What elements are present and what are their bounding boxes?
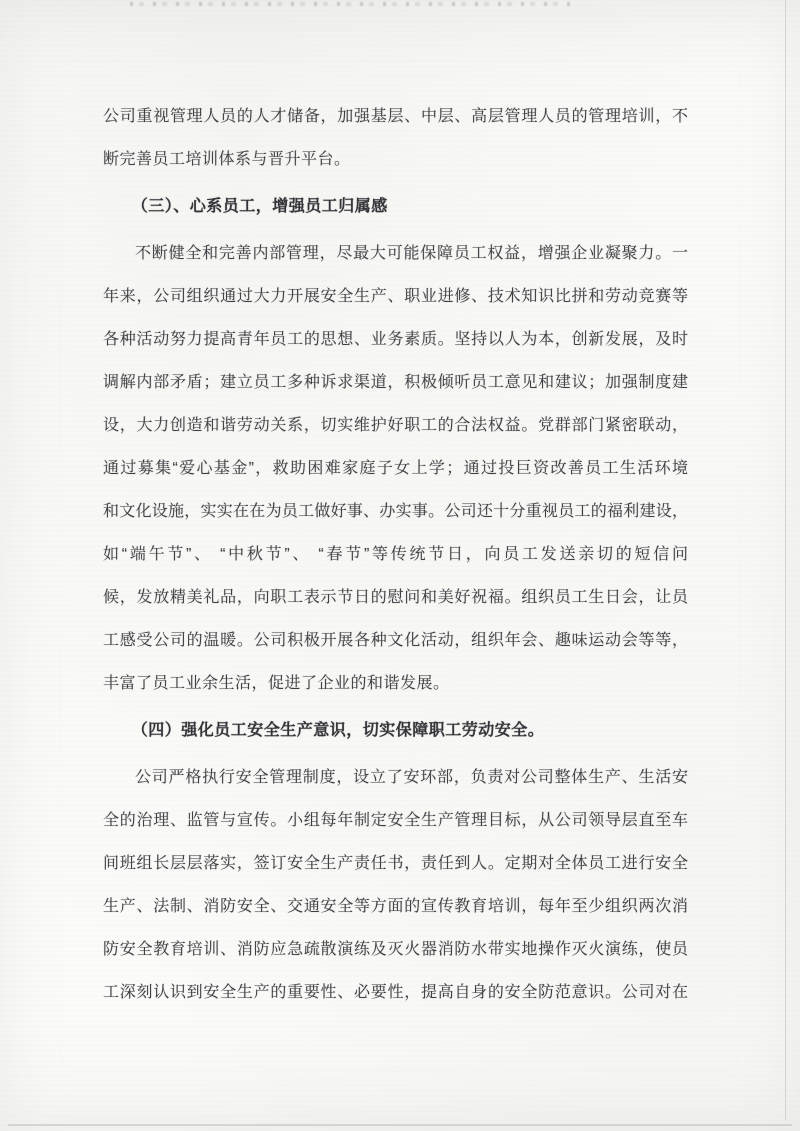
paragraph-continuation [103,95,688,181]
section-heading-4: （四）强化员工安全生产意识，切实保障职工劳动安全。 [131,722,545,739]
section-heading-3: （三）、心系员工，增强员工归属感 [131,198,388,215]
text-line: 生产、法制、消防安全、交通安全等方面的宣传教育培训，每年至少组织两次消 [103,898,688,915]
scan-artifact-page-edge-right [785,0,786,1120]
section-4-paragraph [103,756,688,1014]
text-line: 各种活动努力提高青年员工的思想、业务素质。坚持以人为本，创新发展，及时 [103,331,688,348]
text-line: 间班组长层层落实，签订安全生产责任书，责任到人。定期对全体员工进行安全 [103,855,688,872]
scan-artifact-top-smudge [130,2,570,6]
text-line: 工感受公司的温暖。公司积极开展各种文化活动，组织年会、趣味运动会等等， [103,632,688,649]
text-line: 全的治理、监管与宣传。小组每年制定安全生产管理目标，从公司领导层直至车 [103,812,688,829]
text-line: 候，发放精美礼品，向职工表示节日的慰问和美好祝福。组织员工生日会，让员 [103,589,688,606]
text-line: 通过募集“爱心基金”，救助困难家庭子女上学；通过投巨资改善员工生活环境 [103,460,688,477]
text-line: 和文化设施，实实在在为员工做好事、办实事。公司还十分重视员工的福利建设， [103,503,688,520]
text-line: 如“端午节”、 “中秋节”、 “春节”等传统节日，向员工发送亲切的短信问 [103,546,688,563]
text-line: 设，大力创造和谐劳动关系，切实维护好职工的合法权益。党群部门紧密联动， [103,417,688,434]
text-line: 断完善员工培训体系与晋升平台。 [103,151,351,168]
section-3-paragraph [103,232,688,705]
text-line: 不断健全和完善内部管理，尽最大可能保障员工权益，增强企业凝聚力。一 [135,245,688,262]
text-line: 工深刻认识到安全生产的重要性、必要性，提高自身的安全防范意识。公司对在 [103,984,688,1001]
document-body [103,95,688,1014]
text-line: 防安全教育培训、消防应急疏散演练及灭火器消防水带实地操作灭火演练，使员 [103,941,688,958]
text-line: 调解内部矛盾；建立员工多种诉求渠道，积极倾听员工意见和建议；加强制度建 [103,374,688,391]
text-line: 公司重视管理人员的人才储备，加强基层、中层、高层管理人员的管理培训，不 [103,108,688,125]
scan-artifact-page-edge-bottom [8,1124,792,1126]
text-line: 丰富了员工业余生活，促进了企业的和谐发展。 [103,675,450,692]
text-line: 年来，公司组织通过大力开展安全生产、职业进修、技术知识比拼和劳动竞赛等 [103,288,688,305]
text-line: 公司严格执行安全管理制度，设立了安环部，负责对公司整体生产、生活安 [135,769,688,786]
